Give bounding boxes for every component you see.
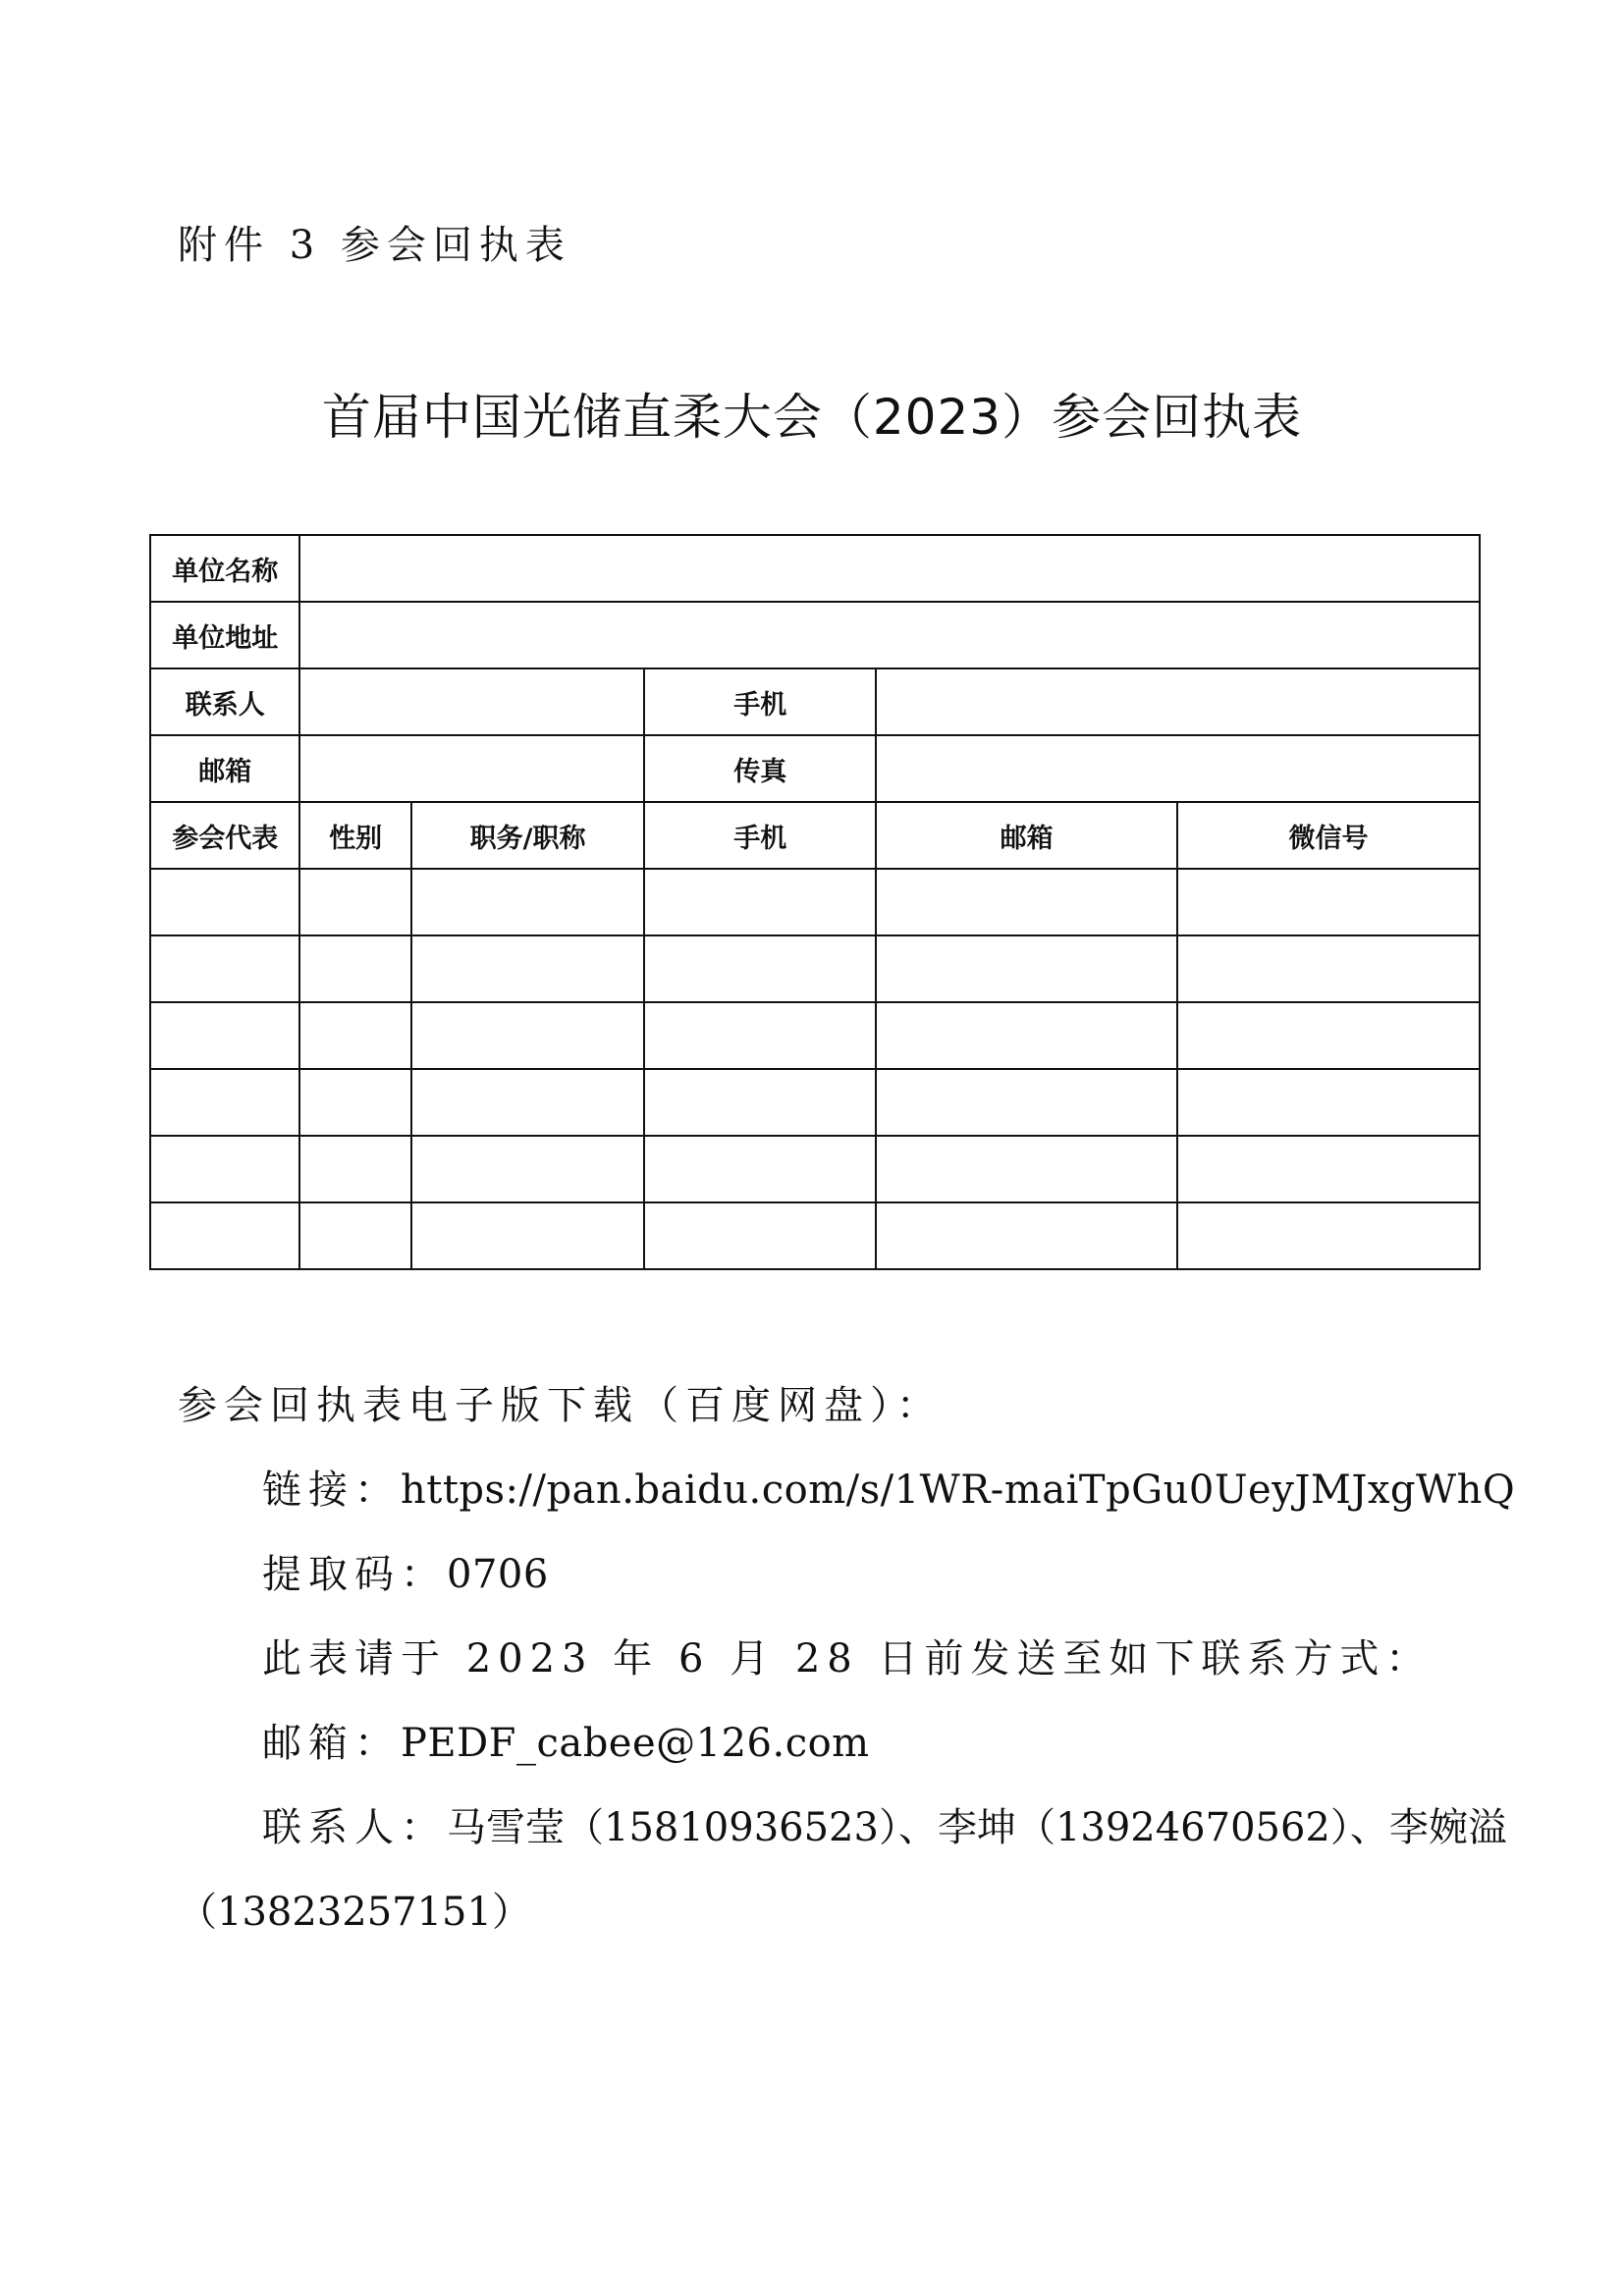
title-column-header: 职务/职称: [411, 802, 645, 869]
attendee-name-cell[interactable]: [150, 869, 299, 935]
attendee-name-cell[interactable]: [150, 1136, 299, 1202]
deadline-text: 此表请于 2023 年 6 月 28 日前发送至如下联系方式：: [262, 1636, 1433, 1682]
download-title: 参会回执表电子版下载（百度网盘）：: [178, 1383, 943, 1428]
download-link[interactable]: https://pan.baidu.com/s/1WR-maiTpGu0UeyJMJxgWhQ: [401, 1468, 1516, 1513]
fax-field[interactable]: [876, 735, 1480, 802]
attendee-column-header: 参会代表: [150, 802, 299, 869]
wechat-cell[interactable]: [1177, 935, 1480, 1002]
email-cell[interactable]: [876, 1136, 1177, 1202]
email-cell[interactable]: [876, 1002, 1177, 1069]
title-cell[interactable]: [411, 935, 645, 1002]
email-value[interactable]: PEDF_cabee@126.com: [401, 1721, 870, 1766]
attendee-name-cell[interactable]: [150, 1002, 299, 1069]
wechat-cell[interactable]: [1177, 1136, 1480, 1202]
gender-cell[interactable]: [299, 935, 410, 1002]
attendee-name-cell[interactable]: [150, 935, 299, 1002]
fax-label: 传真: [644, 735, 876, 802]
contacts-continued: （13823257151）: [178, 1890, 531, 1935]
gender-column-header: 性别: [299, 802, 410, 869]
contact-row: [150, 668, 1480, 735]
title-cell[interactable]: [411, 1002, 645, 1069]
mobile-cell[interactable]: [644, 1202, 876, 1269]
attendee-row: [150, 1069, 1480, 1136]
footer-email-label: 邮箱：: [262, 1721, 401, 1766]
mobile-cell[interactable]: [644, 1136, 876, 1202]
email-column-header: 邮箱: [876, 802, 1177, 869]
code-line: [262, 1543, 549, 1599]
title-cell[interactable]: [411, 1069, 645, 1136]
email-label: 邮箱: [150, 735, 299, 802]
org-name-row: [150, 535, 1480, 602]
org-name-label: 单位名称: [150, 535, 299, 602]
email-cell[interactable]: [876, 1202, 1177, 1269]
gender-cell[interactable]: [299, 869, 410, 935]
registration-form-table: [149, 534, 1481, 1270]
wechat-cell[interactable]: [1177, 1202, 1480, 1269]
email-cell[interactable]: [876, 869, 1177, 935]
attendee-row: [150, 1002, 1480, 1069]
mobile-field[interactable]: [876, 668, 1480, 735]
email-fax-row: [150, 735, 1480, 802]
attendee-name-cell[interactable]: [150, 1202, 299, 1269]
attachment-label: 附件 3 参会回执表: [178, 223, 571, 268]
mobile-column-header: 手机: [644, 802, 876, 869]
mobile-cell[interactable]: [644, 935, 876, 1002]
mobile-cell[interactable]: [644, 869, 876, 935]
org-name-field[interactable]: [299, 535, 1480, 602]
gender-cell[interactable]: [299, 1202, 410, 1269]
gender-cell[interactable]: [299, 1136, 410, 1202]
mobile-label: 手机: [644, 668, 876, 735]
gender-cell[interactable]: [299, 1069, 410, 1136]
wechat-cell[interactable]: [1177, 869, 1480, 935]
email-cell[interactable]: [876, 1069, 1177, 1136]
attendee-row: [150, 1136, 1480, 1202]
document-title: 首届中国光储直柔大会（2023）参会回执表: [321, 389, 1303, 446]
link-line: [262, 1459, 1515, 1515]
attendee-row: [150, 869, 1480, 935]
link-label: 链接：: [262, 1468, 401, 1513]
attendee-row: [150, 1202, 1480, 1269]
mobile-cell[interactable]: [644, 1002, 876, 1069]
contact-person-field[interactable]: [299, 668, 644, 735]
gender-cell[interactable]: [299, 1002, 410, 1069]
email-field[interactable]: [299, 735, 644, 802]
org-address-label: 单位地址: [150, 602, 299, 668]
contacts-label: 联系人：: [262, 1805, 447, 1850]
wechat-cell[interactable]: [1177, 1069, 1480, 1136]
title-cell[interactable]: [411, 1202, 645, 1269]
contacts-text: 马雪莹（15810936523）、李坤（13924670562）、李婉溢: [447, 1805, 1507, 1850]
title-cell[interactable]: [411, 1136, 645, 1202]
email-cell[interactable]: [876, 935, 1177, 1002]
attendee-header-row: [150, 802, 1480, 869]
code-value: 0706: [447, 1552, 549, 1597]
code-label: 提取码：: [262, 1552, 447, 1597]
mobile-cell[interactable]: [644, 1069, 876, 1136]
attendee-name-cell[interactable]: [150, 1069, 299, 1136]
contacts-line: [262, 1796, 1507, 1852]
wechat-column-header: 微信号: [1177, 802, 1480, 869]
title-cell[interactable]: [411, 869, 645, 935]
org-address-row: [150, 602, 1480, 668]
contact-person-label: 联系人: [150, 668, 299, 735]
attendee-rows: [150, 869, 1480, 1269]
email-line: [262, 1712, 870, 1768]
attendee-row: [150, 935, 1480, 1002]
org-address-field[interactable]: [299, 602, 1480, 668]
wechat-cell[interactable]: [1177, 1002, 1480, 1069]
